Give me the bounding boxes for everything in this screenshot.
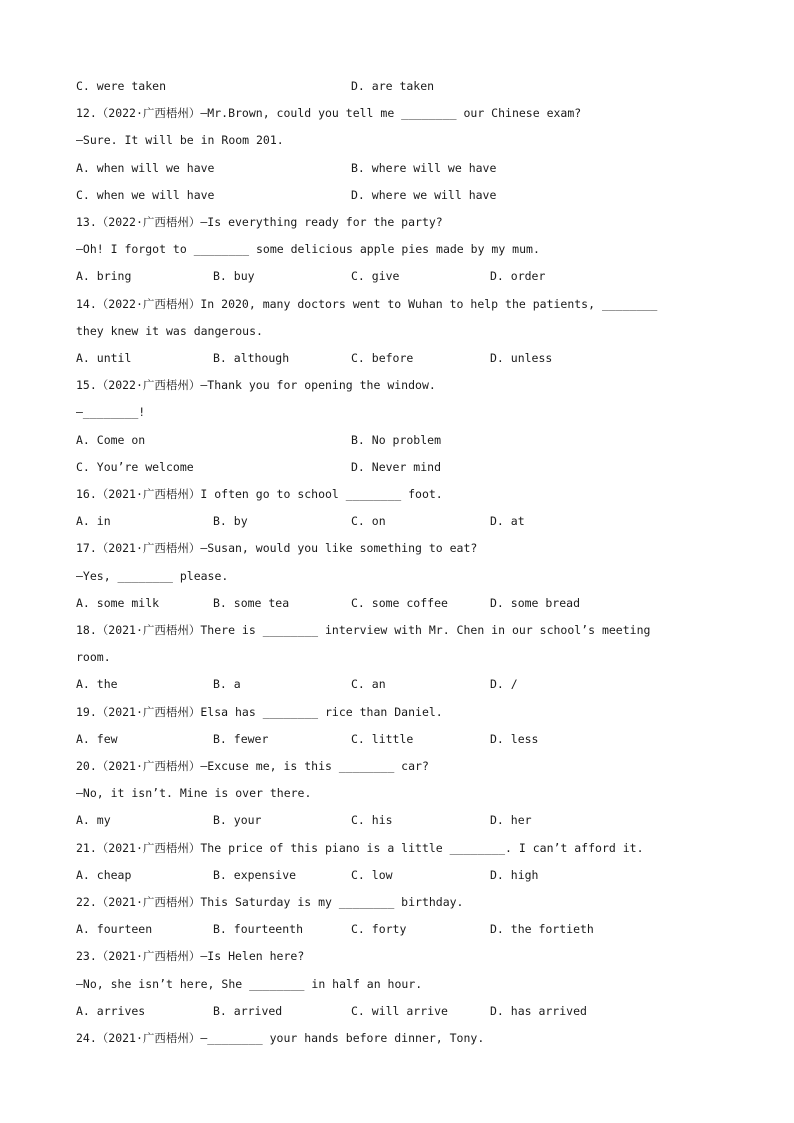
question-line: —Yes, ________ please. xyxy=(76,569,229,583)
answer-option: A. fourteen xyxy=(76,922,153,936)
question-line: 24.（2021·广西梧州）—________ your hands before dinner, Tony. xyxy=(76,1031,485,1045)
answer-option: B. fourteenth xyxy=(213,922,304,936)
answer-option: C. You’re welcome xyxy=(76,460,194,474)
answer-option: B. although xyxy=(213,351,290,365)
answer-option: B. No problem xyxy=(351,433,442,447)
question-line: 15.（2022·广西梧州）—Thank you for opening the window. xyxy=(76,378,436,392)
answer-option: C. his xyxy=(351,813,393,827)
answer-option: B. by xyxy=(213,514,248,528)
answer-option: B. some tea xyxy=(213,596,290,610)
question-line: 18.（2021·广西梧州）There is ________ interview with Mr. Chen in our school’s meeting xyxy=(76,623,651,637)
answer-option: A. in xyxy=(76,514,111,528)
question-line: 16.（2021·广西梧州）I often go to school ________ foot. xyxy=(76,487,443,501)
answer-option: A. until xyxy=(76,351,132,365)
answer-option: A. arrives xyxy=(76,1004,146,1018)
question-line: 22.（2021·广西梧州）This Saturday is my ________ birthday. xyxy=(76,895,464,909)
question-line: 17.（2021·广西梧州）—Susan, would you like something to eat? xyxy=(76,541,478,555)
answer-option: D. are taken xyxy=(351,79,435,93)
question-line: —No, she isn’t here, She ________ in half an hour. xyxy=(76,977,423,991)
answer-option: D. where we will have xyxy=(351,188,497,202)
question-line: room. xyxy=(76,650,111,664)
answer-option: A. the xyxy=(76,677,118,691)
answer-option: C. when we will have xyxy=(76,188,215,202)
answer-option: B. expensive xyxy=(213,868,297,882)
answer-option: A. bring xyxy=(76,269,132,283)
answer-option: D. has arrived xyxy=(490,1004,587,1018)
answer-option: C. an xyxy=(351,677,386,691)
question-line: —Oh! I forgot to ________ some delicious apple pies made by my mum. xyxy=(76,242,540,256)
answer-option: C. some coffee xyxy=(351,596,448,610)
question-line: they knew it was dangerous. xyxy=(76,324,263,338)
answer-option: C. on xyxy=(351,514,386,528)
question-line: 23.（2021·广西梧州）—Is Helen here? xyxy=(76,949,305,963)
answer-option: D. order xyxy=(490,269,546,283)
answer-option: A. few xyxy=(76,732,118,746)
answer-option: D. her xyxy=(490,813,532,827)
answer-option: C. were taken xyxy=(76,79,167,93)
answer-option: C. give xyxy=(351,269,400,283)
answer-option: B. your xyxy=(213,813,262,827)
answer-option: D. unless xyxy=(490,351,553,365)
answer-option: B. where will we have xyxy=(351,161,497,175)
answer-option: D. the fortieth xyxy=(490,922,594,936)
answer-option: C. forty xyxy=(351,922,407,936)
answer-option: C. little xyxy=(351,732,414,746)
question-line: —No, it isn’t. Mine is over there. xyxy=(76,786,312,800)
question-line: 13.（2022·广西梧州）—Is everything ready for the party? xyxy=(76,215,443,229)
answer-option: A. cheap xyxy=(76,868,132,882)
answer-option: A. Come on xyxy=(76,433,146,447)
answer-option: A. when will we have xyxy=(76,161,215,175)
answer-option: C. will arrive xyxy=(351,1004,448,1018)
answer-option: D. / xyxy=(490,677,518,691)
answer-option: B. buy xyxy=(213,269,255,283)
question-line: 12.（2022·广西梧州）—Mr.Brown, could you tell me ________ our Chinese exam? xyxy=(76,106,582,120)
question-line: 19.（2021·广西梧州）Elsa has ________ rice than Daniel. xyxy=(76,705,443,719)
question-line: —________! xyxy=(76,405,146,419)
answer-option: C. low xyxy=(351,868,393,882)
answer-option: A. some milk xyxy=(76,596,160,610)
question-line: 21.（2021·广西梧州）The price of this piano is a little ________. I can’t afford it. xyxy=(76,841,644,855)
answer-option: D. some bread xyxy=(490,596,581,610)
question-line: 14.（2022·广西梧州）In 2020, many doctors went to Wuhan to help the patients, ________ xyxy=(76,297,658,311)
answer-option: B. a xyxy=(213,677,241,691)
answer-option: B. arrived xyxy=(213,1004,283,1018)
answer-option: A. my xyxy=(76,813,111,827)
answer-option: D. less xyxy=(490,732,539,746)
question-line: —Sure. It will be in Room 201. xyxy=(76,133,284,147)
answer-option: B. fewer xyxy=(213,732,269,746)
answer-option: D. high xyxy=(490,868,539,882)
answer-option: D. at xyxy=(490,514,525,528)
answer-option: D. Never mind xyxy=(351,460,442,474)
answer-option: C. before xyxy=(351,351,414,365)
question-line: 20.（2021·广西梧州）—Excuse me, is this ________ car? xyxy=(76,759,429,773)
